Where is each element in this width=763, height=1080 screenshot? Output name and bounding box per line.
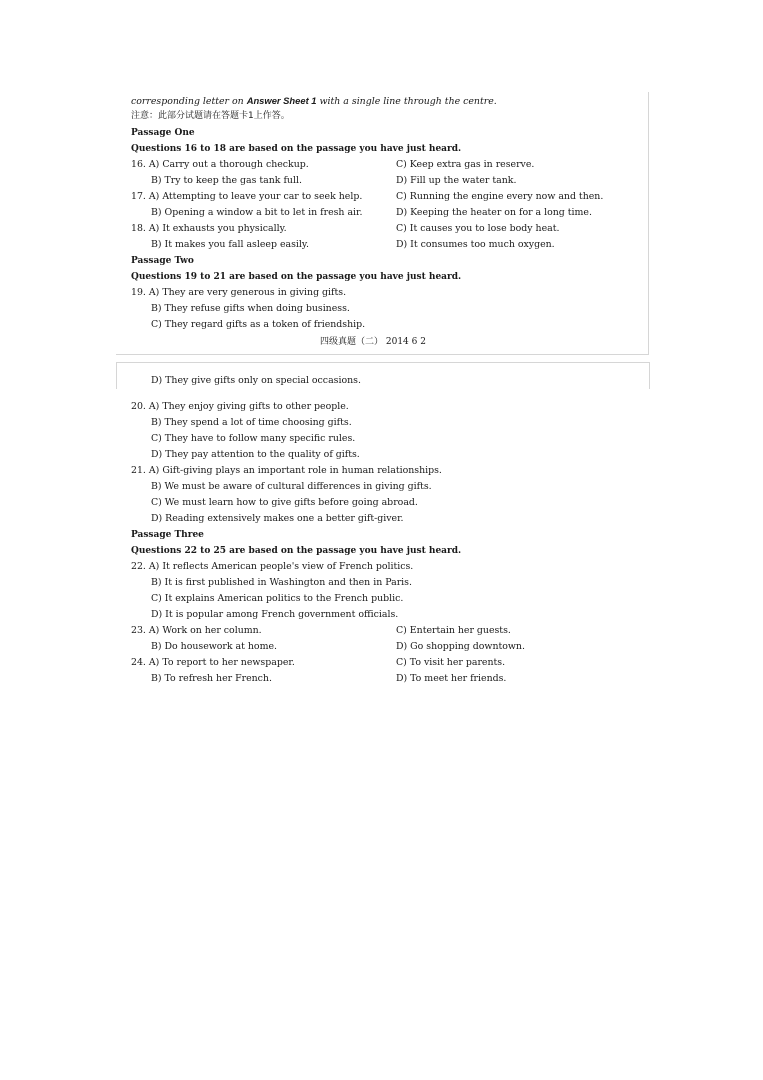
option-d: D) Go shopping downtown. [396,641,525,652]
passage-three-title: Passage Three [131,530,204,540]
option-a: A) They enjoy giving gifts to other people. [148,401,349,412]
option-b: B) They spend a lot of time choosing gifts. [151,417,352,428]
question-number: 20. [131,401,146,412]
option-b: B) It is first published in Washington and then in Paris. [151,577,412,588]
option-d: D) To meet her friends. [396,673,507,684]
option-c: C) It causes you to lose body heat. [396,223,560,234]
question-17 [131,191,362,203]
passage-one-title: Passage One [131,128,195,138]
option-a: A) Carry out a thorough checkup. [148,159,309,170]
option-d: D) They give gifts only on special occasions. [151,375,361,386]
question-number: 19. [131,287,146,298]
question-number: 24. [131,657,146,668]
option-b: B) It makes you fall asleep easily. [151,239,309,250]
question-20 [131,401,349,413]
question-number: 21. [131,465,146,476]
option-d: D) It is popular among French government officials. [151,609,399,620]
option-b: B) Do housework at home. [151,641,277,652]
question-number: 16. [131,159,146,170]
question-22 [131,561,413,573]
instruction-line [131,95,497,108]
option-a: A) Attempting to leave your car to seek help. [148,191,363,202]
option-c: C) Keep extra gas in reserve. [396,159,535,170]
question-16 [131,159,309,171]
chinese-note: 注意：此部分试题请在答题卡1上作答。 [131,111,290,121]
option-b: B) Try to keep the gas tank full. [151,175,302,186]
question-number: 17. [131,191,146,202]
option-d: D) Fill up the water tank. [396,175,517,186]
passage-two-title: Passage Two [131,256,194,266]
option-a: A) To report to her newspaper. [148,657,295,668]
option-d: D) They pay attention to the quality of gifts. [151,449,360,460]
question-number: 22. [131,561,146,572]
option-a: A) Work on her column. [148,625,262,636]
passage-one-heading: Questions 16 to 18 are based on the passage you have just heard. [131,144,462,154]
option-c: C) Entertain her guests. [396,625,511,636]
option-a: A) They are very generous in giving gifts. [148,287,347,298]
option-a: A) It exhausts you physically. [148,223,287,234]
option-c: C) They regard gifts as a token of friendship. [151,319,366,330]
option-c: C) It explains American politics to the French public. [151,593,404,604]
option-d: D) Keeping the heater on for a long time. [396,207,592,218]
option-a: A) It reflects American people's view of French politics. [148,561,414,572]
option-d: D) It consumes too much oxygen. [396,239,555,250]
passage-two-heading: Questions 19 to 21 are based on the passage you have just heard. [131,272,462,282]
instruction-post: with a single line through the centre. [319,96,497,107]
option-d: D) Reading extensively makes one a better gift-giver. [151,513,404,524]
option-c: C) We must learn how to give gifts before going abroad. [151,497,418,508]
question-number: 23. [131,625,146,636]
question-number: 18. [131,223,146,234]
option-b: B) Opening a window a bit to let in fresh air. [151,207,363,218]
question-18 [131,223,287,235]
option-c: C) Running the engine every now and then. [396,191,604,202]
instruction-pre: corresponding letter on [131,96,244,107]
page-footer: 四级真题（二） 2014 6 2 [320,337,426,347]
option-b: B) They refuse gifts when doing business. [151,303,350,314]
option-c: C) They have to follow many specific rules. [151,433,356,444]
option-b: B) To refresh her French. [151,673,272,684]
option-b: B) We must be aware of cultural differences in giving gifts. [151,481,432,492]
question-21 [131,465,442,477]
option-c: C) To visit her parents. [396,657,506,668]
option-a: A) Gift-giving plays an important role in human relationships. [148,465,442,476]
passage-three-heading: Questions 22 to 25 are based on the passage you have just heard. [131,546,462,556]
answer-sheet-label: Answer Sheet 1 [246,95,317,106]
question-19 [131,287,346,299]
question-23 [131,625,262,637]
question-24 [131,657,295,669]
